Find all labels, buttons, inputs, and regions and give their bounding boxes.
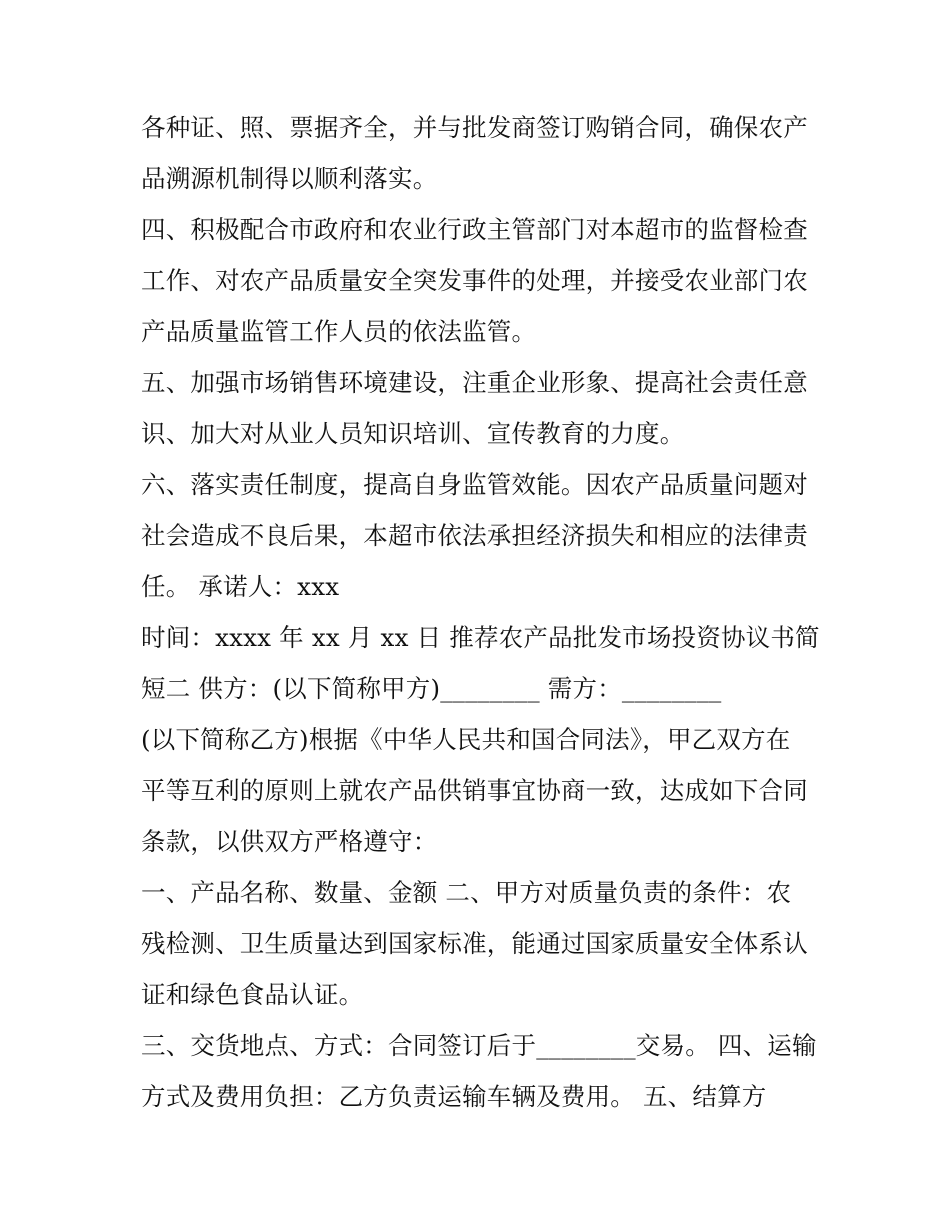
text-line: 任。 承诺人：xxx: [141, 572, 340, 601]
text-line: 六、落实责任制度，提高自身监管效能。因农产品质量问题对: [141, 470, 808, 499]
text-line: 平等互利的原则上就农产品供销事宜协商一致，达成如下合同: [141, 776, 808, 805]
text-line: 品溯源机制得以顺利落实。: [141, 164, 438, 193]
text-line: 产品质量监管工作人员的依法监管。: [141, 317, 537, 346]
text-line: 残检测、卫生质量达到国家标准，能通过国家质量安全体系认: [141, 929, 808, 958]
text-line: 时间：xxxx 年 xx 月 xx 日 推荐农产品批发市场投资协议书简: [141, 623, 820, 652]
text-line: 一、产品名称、数量、金额 二、甲方对质量负责的条件：农: [141, 878, 792, 907]
text-line: 社会造成不良后果，本超市依法承担经济损失和相应的法律责: [141, 521, 808, 550]
text-line: 条款，以供双方严格遵守：: [141, 827, 438, 856]
text-line: 识、加大对从业人员知识培训、宣传教育的力度。: [141, 419, 685, 448]
text-line: 证和绿色食品认证。: [141, 980, 364, 1009]
text-line: 三、交货地点、方式：合同签订后于________交易。 四、运输: [141, 1031, 817, 1060]
text-line: 工作、对农产品质量安全突发事件的处理，并接受农业部门农: [141, 266, 808, 295]
text-line: 各种证、照、票据齐全，并与批发商签订购销合同，确保农产: [141, 113, 808, 142]
text-line: 方式及费用负担：乙方负责运输车辆及费用。 五、结算方: [141, 1082, 767, 1111]
text-line: 五、加强市场销售环境建设，注重企业形象、提高社会责任意: [141, 368, 808, 397]
text-line: 四、积极配合市政府和农业行政主管部门对本超市的监督检查: [141, 215, 808, 244]
text-line: (以下简称乙方)根据《中华人民共和国合同法》，甲乙双方在: [141, 725, 791, 754]
text-line: 短二 供方：(以下简称甲方)________ 需方：________: [141, 674, 722, 703]
